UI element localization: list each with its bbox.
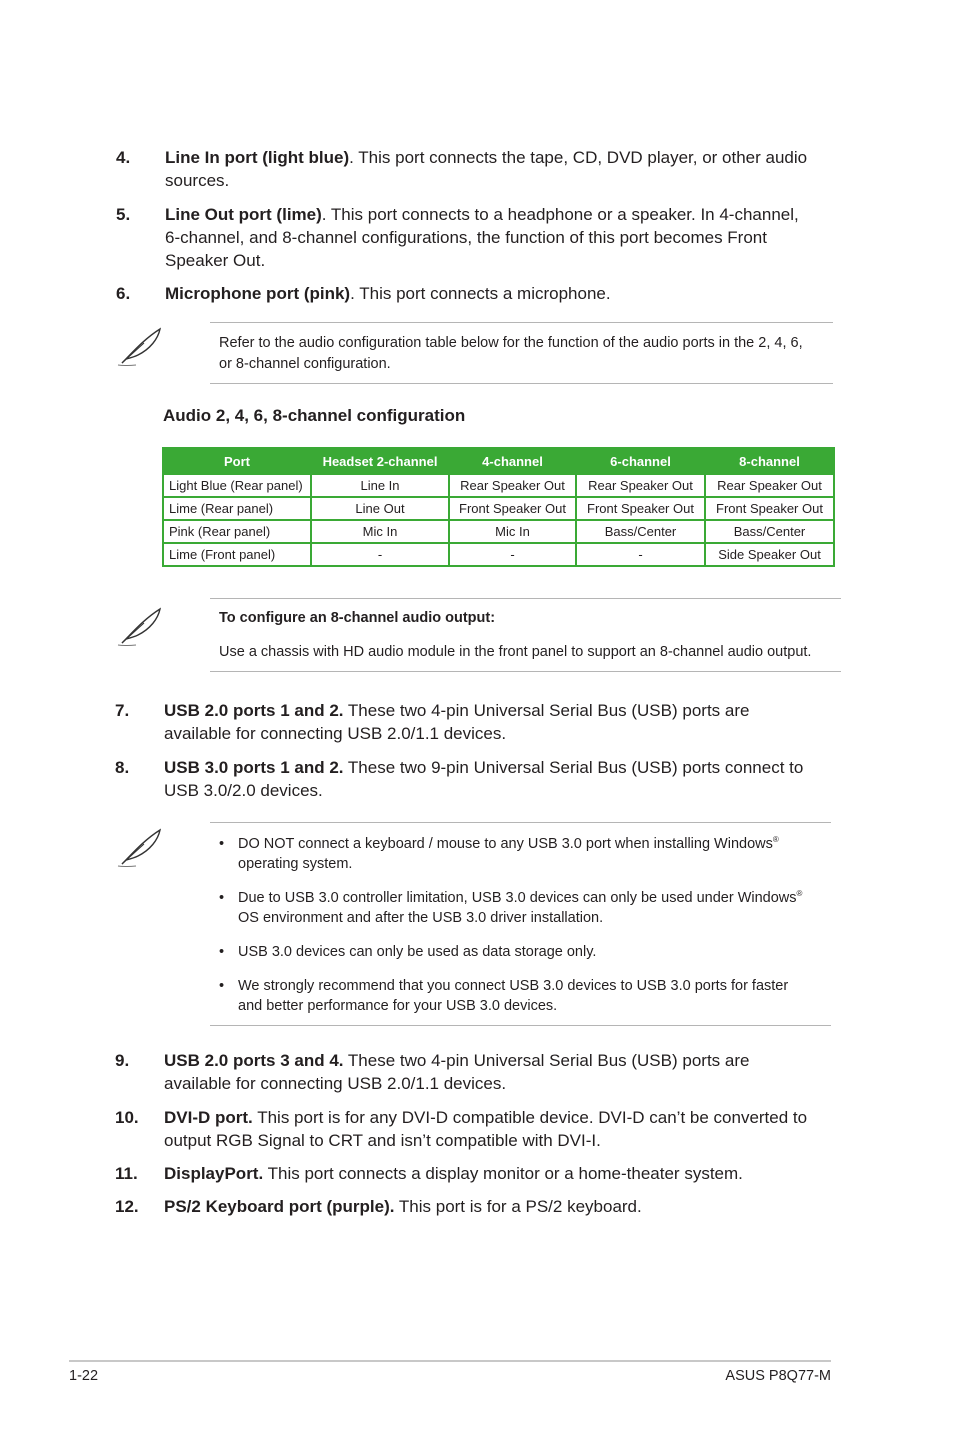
list-item-7 [115,699,835,745]
item-heading: DVI-D port. [164,1108,253,1127]
table-cell: Line Out [311,497,449,520]
column-header: 6-channel [576,448,705,474]
note-bottom-rule [210,671,841,672]
bullet-text: DO NOT connect a keyboard / mouse to any USB 3.0 port when installing Windows [238,836,773,852]
item-number: 4. [116,148,131,167]
bullet-dot: • [219,890,225,906]
item-heading: USB 3.0 ports 1 and 2. [164,758,344,777]
registered-mark: ® [772,835,779,845]
item-text: 6-channel, and 8-channel configurations, the function of this port becomes Front [165,228,767,247]
table-cell: Front Speaker Out [705,497,834,520]
bullet-text: USB 3.0 devices can only be used as data storage only. [238,944,597,960]
table-cell: Bass/Center [576,520,705,543]
table-cell: Rear Speaker Out [449,474,576,497]
list-item-10 [115,1106,835,1152]
list-item-5 [116,203,836,272]
table-cell: Mic In [311,520,449,543]
item-heading: USB 2.0 ports 3 and 4. [164,1051,344,1070]
table-cell: - [311,543,449,566]
table-cell: - [576,543,705,566]
table-cell: Mic In [449,520,576,543]
item-text: sources. [165,171,230,190]
item-text: These two 4-pin Universal Serial Bus (USB) ports are [343,701,750,720]
bullet-dot: • [219,944,225,960]
item-text: . This port connects the tape, CD, DVD player, or other audio [349,148,808,167]
table-cell: Light Blue (Rear panel) [163,474,311,497]
item-text: available for connecting USB 2.0/1.1 devices. [164,724,507,743]
feather-pen-icon [114,826,166,868]
table-cell: Rear Speaker Out [576,474,705,497]
note-top-rule [210,598,841,599]
item-text: output RGB Signal to CRT and isn’t compatible with DVI-I. [164,1131,601,1150]
bullet-text: Due to USB 3.0 controller limitation, USB 3.0 devices can only be used under Windows [238,890,797,906]
table-cell: Lime (Front panel) [163,543,311,566]
item-text: USB 3.0/2.0 devices. [164,781,323,800]
item-number: 5. [116,205,131,224]
item-text: available for connecting USB 2.0/1.1 devices. [164,1074,507,1093]
table-cell: Bass/Center [705,520,834,543]
table-header-row [163,448,834,474]
item-heading: PS/2 Keyboard port (purple). [164,1197,395,1216]
note-bottom-rule [210,1025,831,1026]
note-text: Use a chassis with HD audio module in the front panel to support an 8-channel audio output. [219,644,812,660]
item-text: . This port connects a microphone. [350,284,611,303]
list-item-6 [116,282,836,305]
table-row [163,543,834,566]
item-number: 8. [115,758,130,777]
note-text [219,333,833,375]
note-bottom-rule [210,383,833,384]
bullet-dot: • [219,978,225,994]
product-name: ASUS P8Q77-M [725,1368,831,1384]
table-cell: Side Speaker Out [705,543,834,566]
item-heading: Line In port (light blue) [165,148,350,167]
table-cell: Pink (Rear panel) [163,520,311,543]
note-top-rule [210,322,833,323]
list-item-12 [115,1195,835,1218]
table-cell: Lime (Rear panel) [163,497,311,520]
audio-config-table [162,447,835,567]
item-text: Speaker Out. [165,251,266,270]
note-line: Refer to the audio configuration table below for the function of the audio ports in the 2, 4, 6, [219,335,803,351]
table-row [163,497,834,520]
column-header: 4-channel [449,448,576,474]
footer-rule [69,1360,831,1362]
list-item-8 [115,756,835,802]
column-header: 8-channel [705,448,834,474]
note-top-rule [210,822,831,823]
item-heading: Microphone port (pink) [165,284,351,303]
feather-pen-icon [114,605,166,647]
table-cell: Line In [311,474,449,497]
column-header: Port [163,448,311,474]
item-heading: USB 2.0 ports 1 and 2. [164,701,344,720]
bullet-text: OS environment and after the USB 3.0 driver installation. [238,910,604,926]
table-cell: Rear Speaker Out [705,474,834,497]
list-item-4 [116,146,836,192]
note-title: To configure an 8-channel audio output: [219,610,496,626]
table-cell: - [449,543,576,566]
registered-mark: ® [796,889,803,899]
item-text: This port is for a PS/2 keyboard. [394,1197,642,1216]
table-cell: Front Speaker Out [449,497,576,520]
list-item-9 [115,1049,835,1095]
item-text: These two 9-pin Universal Serial Bus (USB) ports connect to [343,758,804,777]
bullet-text: We strongly recommend that you connect USB 3.0 devices to USB 3.0 ports for faster [238,978,789,994]
item-number: 10. [115,1108,139,1127]
feather-pen-icon [114,325,166,367]
bullet-text: and better performance for your USB 3.0 devices. [238,998,558,1014]
page-number: 1-22 [69,1368,99,1384]
item-text: This port connects a display monitor or a home-theater system. [263,1164,743,1183]
item-text: . This port connects to a headphone or a speaker. In 4-channel, [321,205,799,224]
column-header: Headset 2-channel [311,448,449,474]
table-cell: Front Speaker Out [576,497,705,520]
item-text: These two 4-pin Universal Serial Bus (USB) ports are [343,1051,750,1070]
note-line: or 8-channel configuration. [219,356,391,372]
item-number: 12. [115,1197,139,1216]
bullet-dot: • [219,836,225,852]
table-title: Audio 2, 4, 6, 8-channel configuration [163,406,466,425]
item-number: 9. [115,1051,130,1070]
item-number: 6. [116,284,131,303]
item-heading: Line Out port (lime) [165,205,322,224]
item-text: This port is for any DVI-D compatible device. DVI-D can’t be converted to [252,1108,808,1127]
table-row [163,474,834,497]
item-number: 7. [115,701,130,720]
table-row [163,520,834,543]
item-number: 11. [115,1164,138,1183]
list-item-11 [115,1162,835,1185]
bullet-text: operating system. [238,856,353,872]
item-heading: DisplayPort. [164,1164,264,1183]
